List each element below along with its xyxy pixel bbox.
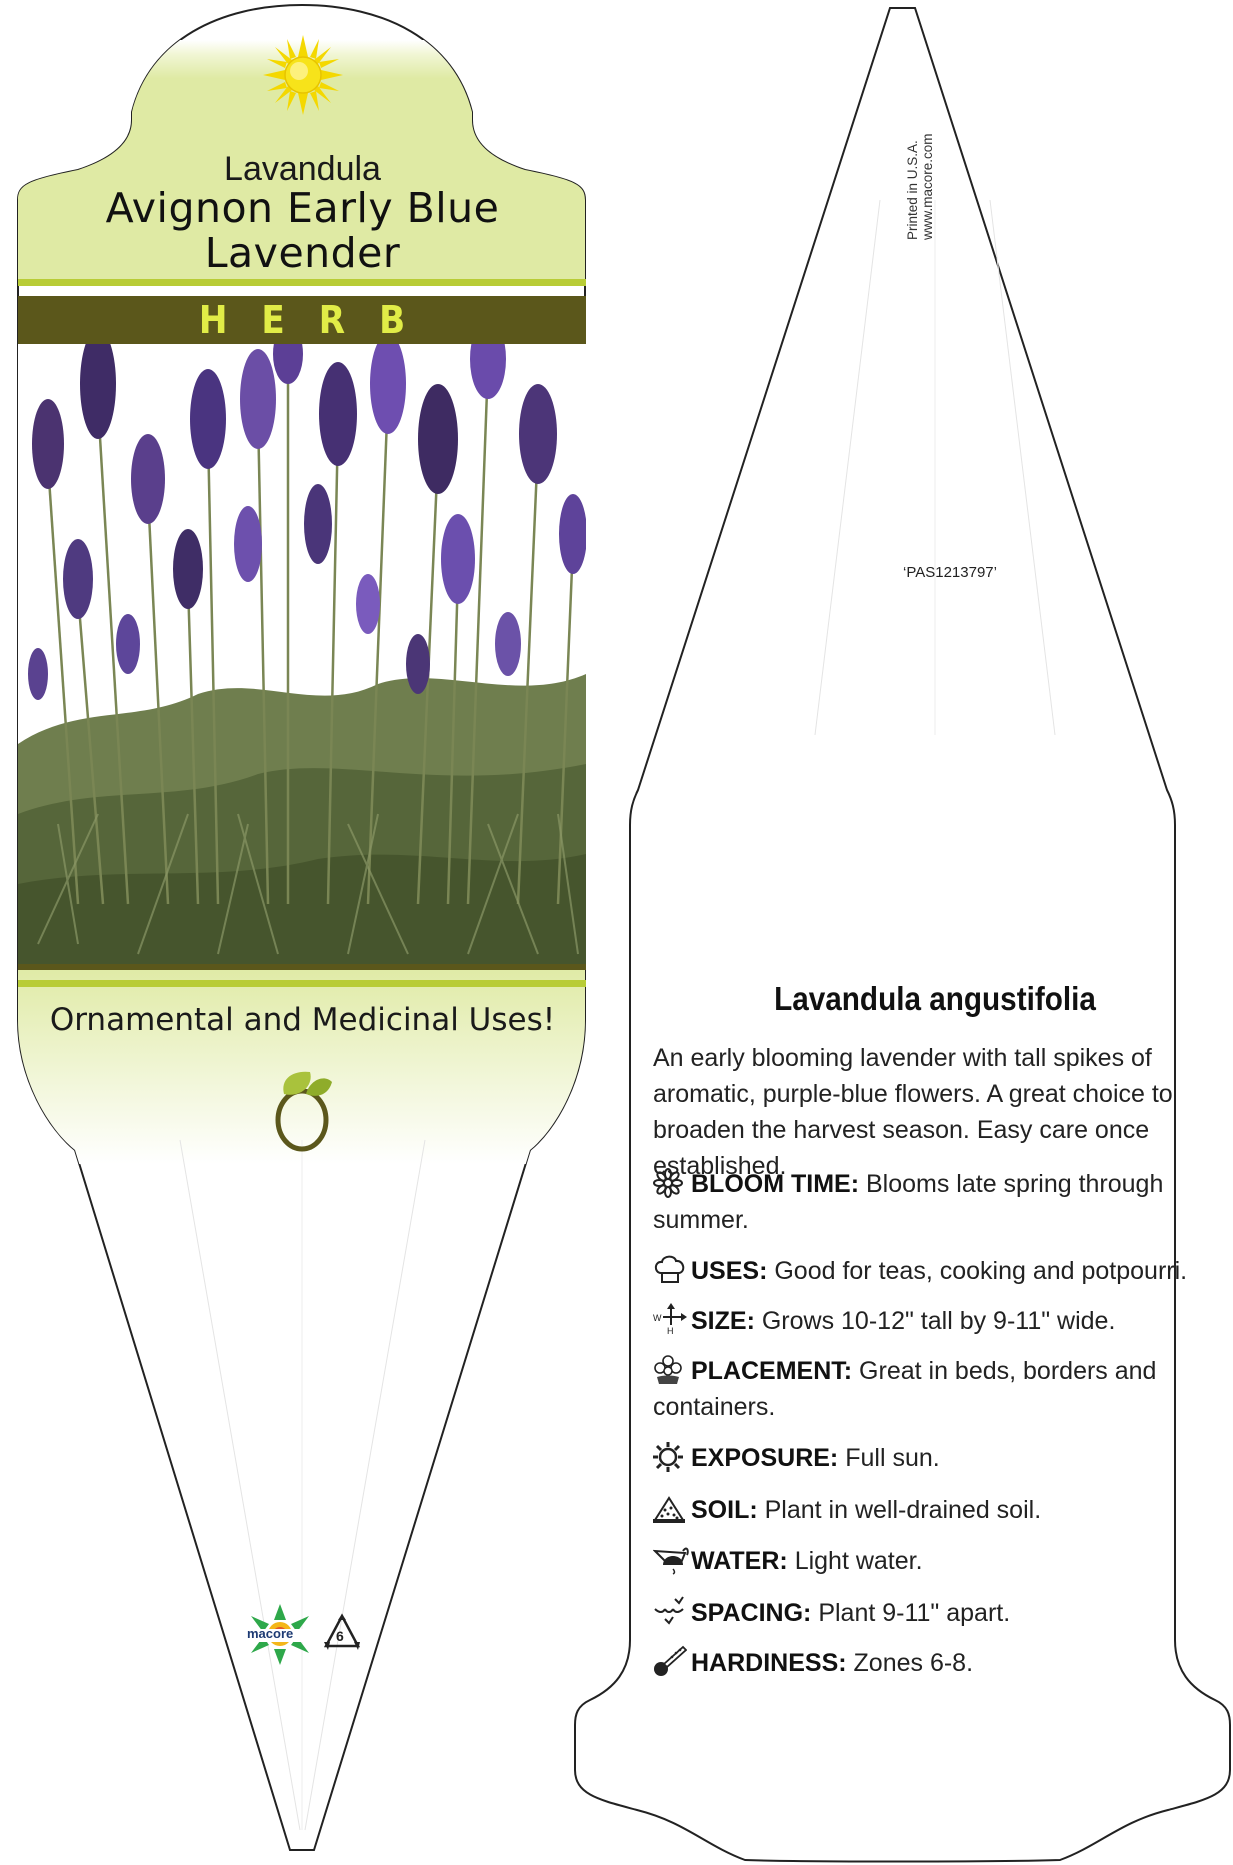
soil-label: SOIL: — [691, 1496, 758, 1524]
size-text: Grows 10-12" tall by 9-11" wide. — [754, 1307, 1116, 1335]
attribute-placement — [653, 1353, 1228, 1425]
attribute-size — [653, 1303, 1228, 1339]
printed-in: Printed in U.S.A. — [905, 140, 920, 240]
attribute-water — [653, 1543, 1228, 1579]
uses-text: Good for teas, cooking and potpourri. — [767, 1257, 1188, 1285]
genus-name: Lavandula — [224, 150, 381, 188]
patent-number: ‘PAS1213797’ — [903, 564, 997, 581]
soil-text: Plant in well-drained soil. — [757, 1496, 1042, 1524]
watering-can-icon — [653, 1543, 687, 1573]
common-name — [0, 186, 605, 276]
uses-label: USES: — [691, 1257, 768, 1285]
attribute-exposure — [653, 1440, 1228, 1476]
sun-icon — [263, 35, 343, 115]
bottom-stripes — [18, 964, 586, 987]
hardiness-text: Zones 6-8. — [846, 1649, 974, 1677]
macore-logo — [243, 1602, 318, 1667]
size-arrows-icon — [653, 1303, 687, 1333]
brand-name: macore — [247, 1626, 294, 1641]
recycle-icon — [322, 1612, 362, 1652]
thermometer-icon — [653, 1645, 687, 1675]
placement-flowers-icon — [653, 1353, 687, 1383]
common-name-line1: Avignon Early Blue — [105, 184, 500, 232]
water-text: Light water. — [787, 1547, 923, 1575]
bloom-time-text: Blooms late spring through summer. — [653, 1170, 1164, 1234]
attribute-uses — [653, 1253, 1228, 1289]
spacing-icon — [653, 1595, 687, 1625]
recycle-number: 6 — [336, 1628, 344, 1644]
category-label: HERB — [198, 298, 440, 342]
bloom-time-label: BLOOM TIME: — [691, 1170, 860, 1198]
size-label: SIZE: — [691, 1307, 755, 1335]
exposure-label: EXPOSURE: — [691, 1444, 839, 1472]
seed-sprout-icon — [270, 1068, 335, 1153]
plant-description: An early blooming lavender with tall spikes of aromatic, purple-blue flowers. A great choice to broaden the harvest season. Easy care once established. — [653, 1044, 1173, 1180]
printed-info — [905, 80, 965, 240]
botanical-name: Lavandula angustifolia — [774, 980, 1096, 1017]
soil-icon — [653, 1494, 687, 1524]
tagline: Ornamental and Medicinal Uses! — [49, 1002, 556, 1038]
back-tag-outline — [575, 8, 1230, 1862]
attribute-spacing — [653, 1595, 1228, 1631]
spacing-text: Plant 9-11" apart. — [811, 1599, 1011, 1627]
spacing-label: SPACING: — [691, 1599, 812, 1627]
flower-icon — [653, 1168, 687, 1198]
common-name-line2: Lavender — [204, 229, 401, 277]
chef-hat-icon — [653, 1253, 687, 1283]
attribute-soil — [653, 1492, 1228, 1528]
svg-text:H: H — [667, 1326, 674, 1335]
exposure-text: Full sun. — [838, 1444, 940, 1472]
plant-photo — [18, 344, 586, 964]
placement-text: Great in beds, borders and containers. — [653, 1357, 1157, 1421]
attribute-bloom-time — [653, 1166, 1228, 1238]
attribute-hardiness — [653, 1645, 1228, 1681]
category-band — [18, 296, 586, 344]
water-label: WATER: — [691, 1547, 788, 1575]
top-stripe — [18, 279, 586, 286]
hardiness-label: HARDINESS: — [691, 1649, 847, 1677]
placement-label: PLACEMENT: — [691, 1357, 853, 1385]
website: www.macore.com — [920, 133, 935, 240]
sun-outline-icon — [653, 1442, 687, 1472]
svg-text:W: W — [653, 1313, 662, 1323]
